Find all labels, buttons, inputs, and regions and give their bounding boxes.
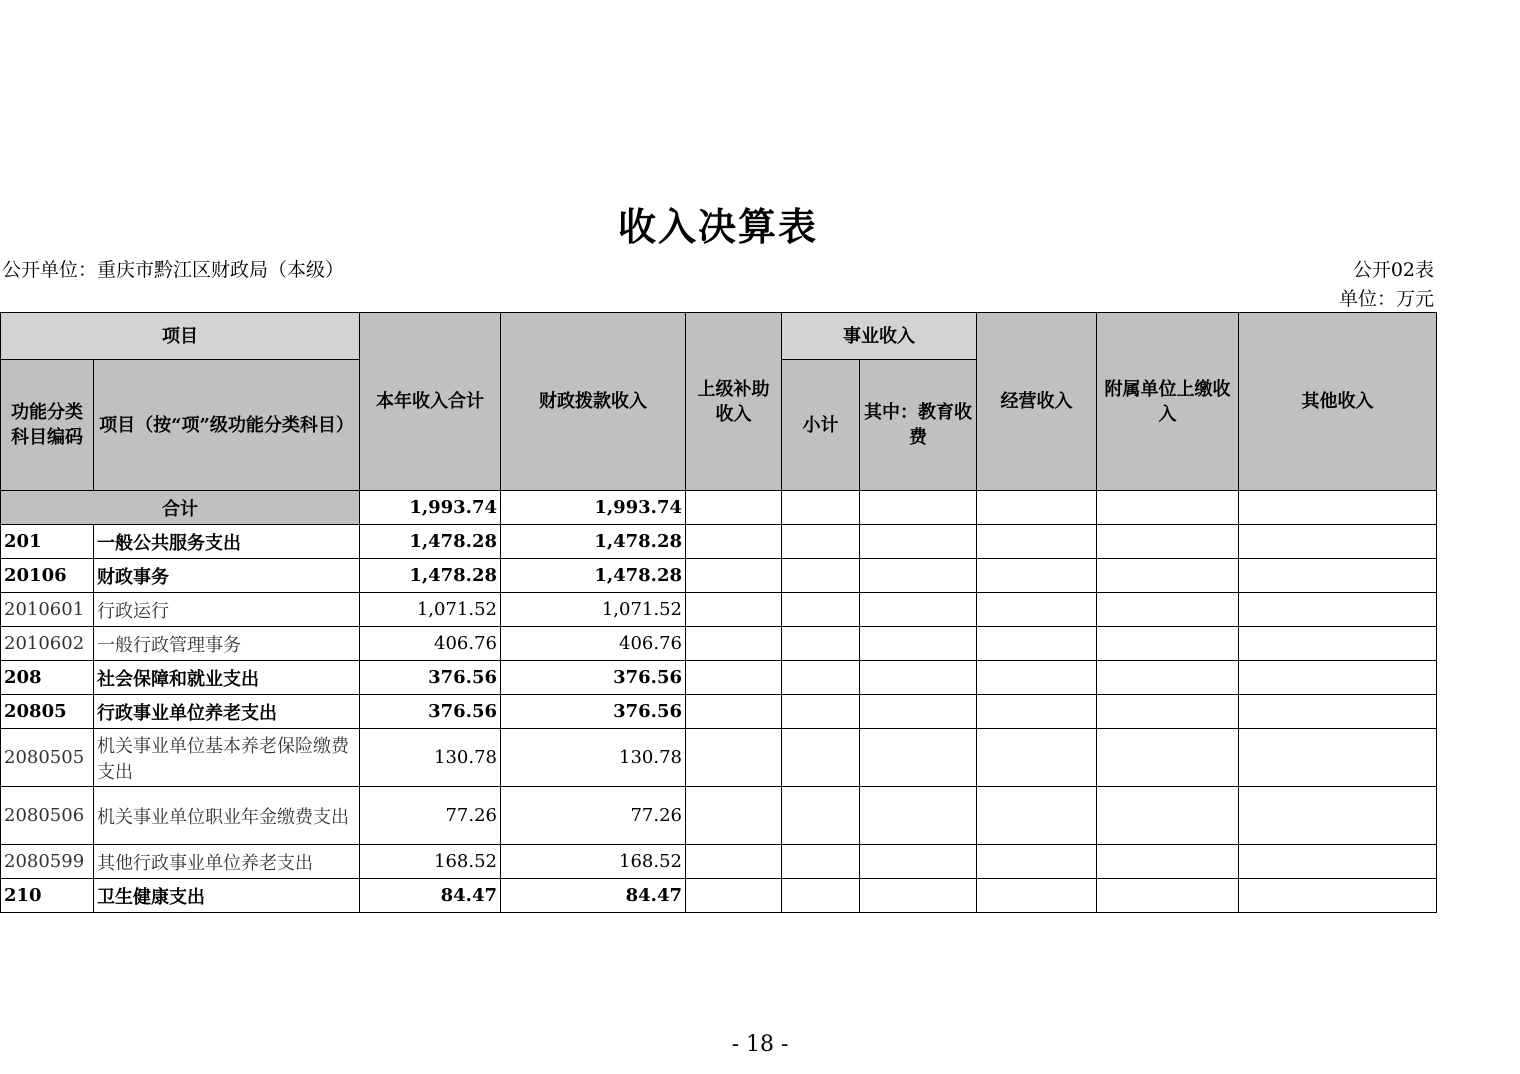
table-row bbox=[1, 845, 1437, 879]
empty-cell bbox=[686, 661, 782, 695]
table-row bbox=[1, 661, 1437, 695]
empty-cell bbox=[686, 879, 782, 913]
row-fiscal: 77.26 bbox=[501, 787, 686, 845]
table-row bbox=[1, 729, 1437, 787]
row-code: 20805 bbox=[1, 695, 94, 729]
empty-cell bbox=[977, 627, 1097, 661]
header-education: 其中：教育收费 bbox=[860, 360, 977, 491]
header-business: 事业收入 bbox=[782, 313, 977, 360]
row-code: 208 bbox=[1, 661, 94, 695]
empty-cell bbox=[1239, 627, 1437, 661]
row-fiscal: 1,478.28 bbox=[501, 559, 686, 593]
empty-cell bbox=[977, 879, 1097, 913]
row-fiscal: 406.76 bbox=[501, 627, 686, 661]
table-row bbox=[1, 787, 1437, 845]
empty-cell bbox=[1239, 559, 1437, 593]
header-fiscal: 财政拨款收入 bbox=[501, 313, 686, 491]
empty-cell bbox=[1239, 787, 1437, 845]
empty-cell bbox=[860, 879, 977, 913]
empty-cell bbox=[1239, 879, 1437, 913]
empty-cell bbox=[860, 525, 977, 559]
table-row bbox=[1, 525, 1437, 559]
empty-cell bbox=[1097, 491, 1239, 525]
row-code: 2080506 bbox=[1, 787, 94, 845]
empty-cell bbox=[1097, 525, 1239, 559]
row-code: 210 bbox=[1, 879, 94, 913]
header-superior: 上级补助收入 bbox=[686, 313, 782, 491]
row-name: 财政事务 bbox=[94, 559, 360, 593]
row-code: 201 bbox=[1, 525, 94, 559]
reporting-unit: 公开单位：重庆市黔江区财政局（本级） bbox=[2, 259, 345, 281]
empty-cell bbox=[860, 661, 977, 695]
row-total: 1,478.28 bbox=[360, 525, 501, 559]
empty-cell bbox=[977, 661, 1097, 695]
empty-cell bbox=[1239, 491, 1437, 525]
empty-cell bbox=[686, 627, 782, 661]
header-total: 本年收入合计 bbox=[360, 313, 501, 491]
empty-cell bbox=[1097, 879, 1239, 913]
empty-cell bbox=[686, 491, 782, 525]
empty-cell bbox=[1097, 593, 1239, 627]
header-operating: 经营收入 bbox=[977, 313, 1097, 491]
row-total: 376.56 bbox=[360, 661, 501, 695]
table-row bbox=[1, 627, 1437, 661]
table-row bbox=[1, 879, 1437, 913]
empty-cell bbox=[860, 627, 977, 661]
empty-cell bbox=[1097, 559, 1239, 593]
header-subtotal: 小计 bbox=[782, 360, 860, 491]
empty-cell bbox=[977, 729, 1097, 787]
empty-cell bbox=[686, 559, 782, 593]
empty-cell bbox=[686, 695, 782, 729]
total-total: 1,993.74 bbox=[360, 491, 501, 525]
row-fiscal: 376.56 bbox=[501, 695, 686, 729]
table-row bbox=[1, 593, 1437, 627]
row-fiscal: 1,071.52 bbox=[501, 593, 686, 627]
empty-cell bbox=[860, 559, 977, 593]
row-total: 406.76 bbox=[360, 627, 501, 661]
row-fiscal: 168.52 bbox=[501, 845, 686, 879]
page-number: - 18 - bbox=[731, 1032, 789, 1057]
empty-cell bbox=[1097, 695, 1239, 729]
row-fiscal: 1,478.28 bbox=[501, 525, 686, 559]
income-table bbox=[0, 312, 1437, 913]
total-fiscal: 1,993.74 bbox=[501, 491, 686, 525]
empty-cell bbox=[782, 627, 860, 661]
empty-cell bbox=[977, 787, 1097, 845]
row-name: 一般公共服务支出 bbox=[94, 525, 360, 559]
empty-cell bbox=[1239, 593, 1437, 627]
row-fiscal: 130.78 bbox=[501, 729, 686, 787]
row-total: 376.56 bbox=[360, 695, 501, 729]
empty-cell bbox=[977, 559, 1097, 593]
empty-cell bbox=[860, 787, 977, 845]
row-code: 2010602 bbox=[1, 627, 94, 661]
row-total: 84.47 bbox=[360, 879, 501, 913]
empty-cell bbox=[686, 787, 782, 845]
empty-cell bbox=[782, 491, 860, 525]
empty-cell bbox=[977, 491, 1097, 525]
empty-cell bbox=[977, 845, 1097, 879]
empty-cell bbox=[860, 491, 977, 525]
table-number: 公开02表 bbox=[1352, 259, 1434, 281]
table-meta bbox=[1339, 256, 1434, 314]
total-row bbox=[1, 491, 1437, 525]
row-name: 行政运行 bbox=[94, 593, 360, 627]
row-name: 行政事业单位养老支出 bbox=[94, 695, 360, 729]
row-code: 2010601 bbox=[1, 593, 94, 627]
header-name: 项目（按“项”级功能分类科目） bbox=[94, 360, 360, 491]
row-total: 168.52 bbox=[360, 845, 501, 879]
table-row bbox=[1, 695, 1437, 729]
empty-cell bbox=[782, 559, 860, 593]
row-name: 机关事业单位基本养老保险缴费支出 bbox=[94, 729, 360, 787]
empty-cell bbox=[686, 729, 782, 787]
empty-cell bbox=[1239, 845, 1437, 879]
row-total: 77.26 bbox=[360, 787, 501, 845]
header-code: 功能分类科目编码 bbox=[1, 360, 94, 491]
row-code: 20106 bbox=[1, 559, 94, 593]
empty-cell bbox=[686, 845, 782, 879]
empty-cell bbox=[1239, 525, 1437, 559]
empty-cell bbox=[782, 845, 860, 879]
total-label: 合计 bbox=[1, 491, 360, 525]
table-row bbox=[1, 559, 1437, 593]
empty-cell bbox=[782, 593, 860, 627]
header-affiliated: 附属单位上缴收入 bbox=[1097, 313, 1239, 491]
row-total: 1,071.52 bbox=[360, 593, 501, 627]
empty-cell bbox=[686, 525, 782, 559]
empty-cell bbox=[782, 695, 860, 729]
empty-cell bbox=[860, 593, 977, 627]
empty-cell bbox=[860, 695, 977, 729]
row-code: 2080505 bbox=[1, 729, 94, 787]
empty-cell bbox=[782, 661, 860, 695]
empty-cell bbox=[1097, 627, 1239, 661]
empty-cell bbox=[1097, 845, 1239, 879]
empty-cell bbox=[686, 593, 782, 627]
header-other: 其他收入 bbox=[1239, 313, 1437, 491]
empty-cell bbox=[977, 525, 1097, 559]
empty-cell bbox=[1239, 695, 1437, 729]
empty-cell bbox=[1097, 787, 1239, 845]
empty-cell bbox=[782, 787, 860, 845]
empty-cell bbox=[782, 729, 860, 787]
page-title: 收入决算表 bbox=[617, 204, 818, 249]
row-name: 其他行政事业单位养老支出 bbox=[94, 845, 360, 879]
empty-cell bbox=[1097, 729, 1239, 787]
empty-cell bbox=[977, 695, 1097, 729]
empty-cell bbox=[782, 879, 860, 913]
row-fiscal: 376.56 bbox=[501, 661, 686, 695]
row-fiscal: 84.47 bbox=[501, 879, 686, 913]
row-total: 1,478.28 bbox=[360, 559, 501, 593]
row-name: 卫生健康支出 bbox=[94, 879, 360, 913]
currency-unit: 单位：万元 bbox=[1338, 288, 1434, 310]
row-code: 2080599 bbox=[1, 845, 94, 879]
row-name: 机关事业单位职业年金缴费支出 bbox=[94, 787, 360, 845]
row-name: 一般行政管理事务 bbox=[94, 627, 360, 661]
empty-cell bbox=[860, 729, 977, 787]
row-total: 130.78 bbox=[360, 729, 501, 787]
empty-cell bbox=[1239, 661, 1437, 695]
empty-cell bbox=[1097, 661, 1239, 695]
empty-cell bbox=[860, 845, 977, 879]
empty-cell bbox=[977, 593, 1097, 627]
row-name: 社会保障和就业支出 bbox=[94, 661, 360, 695]
empty-cell bbox=[782, 525, 860, 559]
header-project: 项目 bbox=[1, 313, 360, 360]
empty-cell bbox=[1239, 729, 1437, 787]
